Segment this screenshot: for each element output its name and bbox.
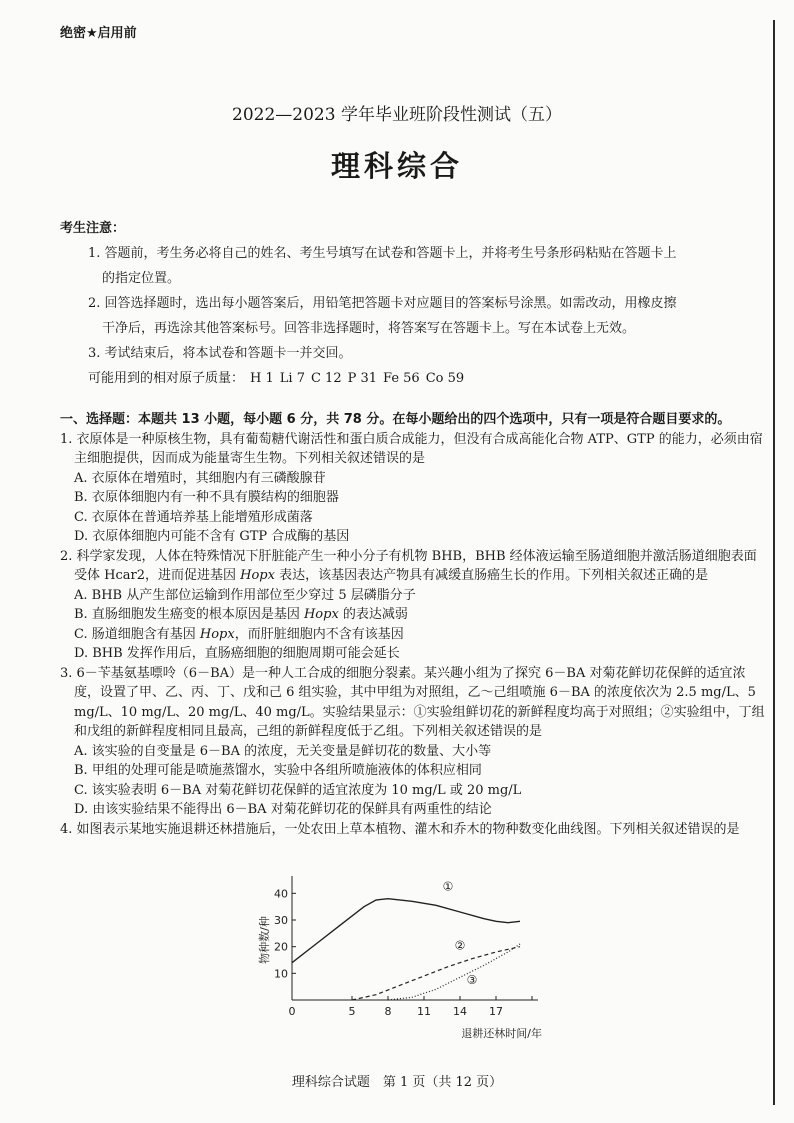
question-2-option-d: D. BHB 发挥作用后，直肠癌细胞的细胞周期可能会延长 [74, 646, 400, 661]
x-tick-label: 8 [384, 1005, 392, 1018]
question-4 [60, 820, 766, 840]
chart-svg [258, 879, 570, 1050]
series-line-3 [388, 944, 520, 1000]
gene-name: Hopx [303, 607, 339, 622]
atomic-h: H 1 [250, 371, 274, 386]
notice-item-1: 1. 答题前，考生务必将自己的姓名、考生号填写在试卷和答题卡上，并将考生号条形码粘贴在答题卡上 [88, 246, 677, 261]
question-2-stem [60, 547, 766, 586]
atomic-masses [60, 366, 760, 391]
question-1 [60, 430, 766, 547]
notice-item-2: 2. 回答选择题时，选出每小题答案后，用铅笔把答题卡对应题目的答案标号涂黑。如需改动，用橡皮擦 [88, 296, 677, 311]
atomic-c: C 12 [310, 371, 342, 386]
question-3-option-b: B. 甲组的处理可能是喷施蒸馏水，实验中各组所喷施液体的体积应相同 [74, 763, 482, 778]
series-line-1 [292, 899, 520, 963]
question-2-option-a: A. BHB 从产生部位运输到作用部位至少穿过 5 层磷脂分子 [74, 587, 416, 603]
question-1-option-a: A. 衣原体在增殖时，其细胞内有三磷酸腺苷 [74, 470, 326, 486]
question-3-option-d: D. 由该实验结果不能得出 6－BA 对菊花鲜切花的保鲜具有两重性的结论 [74, 802, 492, 817]
exam-notice [60, 216, 760, 391]
question-4-stem: 4. 如图表示某地实施退耕还林措施后，一处农田上草本植物、灌木和乔木的物种数变化曲线图。下列相关叙述错误的是 [60, 821, 740, 837]
atomic-fe: Fe 56 [383, 371, 420, 386]
question-2-option-b-pre: B. 直肠细胞发生癌变的根本原因是基因 [74, 607, 304, 622]
x-axis-label: 退耕还林时间/年 [461, 1027, 542, 1040]
question-1-option-b: B. 衣原体细胞内有一种不具有膜结构的细胞器 [74, 490, 339, 505]
y-axis-label: 物种数/种 [258, 916, 271, 964]
atomic-label: 可能用到的相对原子质量： [88, 371, 245, 386]
x-tick-label: 14 [453, 1005, 467, 1018]
confidential-mark: 绝密★启用前 [60, 26, 137, 41]
y-tick-label: 10 [274, 967, 288, 981]
question-1-option-d: D. 衣原体细胞内可能不含有 GTP 合成酶的基因 [74, 529, 350, 544]
series-label-2: ③ [466, 973, 478, 987]
exam-title: 2022—2023 学年毕业班阶段性测试（五） [232, 105, 562, 125]
x-tick-label: 11 [417, 1005, 431, 1018]
gene-name: Hopx [199, 626, 235, 642]
question-2-stem-b: 表达，该基因表达产物具有减缓直肠癌生长的作用。下列相关叙述正确的是 [274, 568, 709, 583]
subject-title: 理科综合 [330, 149, 463, 183]
question-1-option-c: C. 衣原体在普通培养基上能增殖形成菌落 [74, 509, 313, 525]
section-heading: 一、选择题：本题共 13 小题，每小题 6 分，共 78 分。在每小题给出的四个选项中，只有一项是符合题目要求的。 [60, 412, 731, 427]
series-label-1: ① [442, 879, 454, 894]
notice-item-3: 3. 考试结束后，将本试卷和答题卡一并交回。 [88, 346, 352, 361]
y-tick-label: 20 [274, 940, 288, 954]
page-footer: 理科综合试题 第 1 页（共 12 页） [291, 1075, 503, 1090]
notice-item-2-cont: 干净后，再选涂其他答案标号。回答非选择题时，将答案写在答题卡上。写在本试卷上无效。 [102, 321, 636, 336]
y-tick-label: 30 [274, 914, 288, 927]
question-2-option-b-post: 的表达减弱 [338, 607, 408, 622]
question-2-option-b [60, 605, 766, 625]
atomic-li: Li 7 [279, 371, 305, 386]
y-tick-label: 40 [274, 887, 288, 901]
question-2-option-c [60, 625, 766, 645]
question-2-option-c-pre: C. 肠道细胞含有基因 [74, 626, 200, 642]
x-tick-label: 17 [489, 1005, 503, 1018]
multiple-choice-section [60, 410, 766, 839]
x-tick-label: 5 [348, 1005, 356, 1018]
series-line-2 [352, 947, 520, 1000]
notice-item-1-cont: 的指定位置。 [102, 271, 181, 286]
question-1-stem: 1. 衣原体是一种原核生物，具有葡萄糖代谢活性和蛋白质合成能力，但没有合成高能化合物 ATP、GTP 的能力，必须由宿主细胞提供，因而成为能量寄生生物。下列相关叙述错误的是 [60, 431, 763, 466]
species-count-chart [258, 879, 570, 1050]
question-3 [60, 664, 766, 820]
series-label-3: ② [454, 938, 466, 953]
question-3-option-c: C. 该实验表明 6－BA 对菊花鲜切花保鲜的适宜浓度为 10 mg/L 或 20 mg/L [74, 782, 522, 798]
atomic-p: P 31 [347, 371, 378, 386]
question-3-stem: 3. 6－苄基氨基嘌呤（6－BA）是一种人工合成的细胞分裂素。某兴趣小组为了探究 6－BA 对菊花鲜切花保鲜的适宜浓度，设置了甲、乙、丙、丁、戊和己 6 组实验，其中甲组为对照组，乙～己组喷施 6－BA 的浓度依次为 2.5 mg/L、5 mg/L、10 mg/L、20 mg/L、40 mg/L。实验结果显示：①实验组鲜切花的新鲜程度均高于对照组；②实验组中，丁组和戊组的新鲜程度相同且最高，己组的新鲜程度低于乙组。下列相关叙述错误的是 [60, 665, 765, 739]
notice-title: 考生注意： [60, 221, 126, 236]
question-2-option-c-post: ，而肝脏细胞内不含有该基因 [234, 626, 404, 642]
gene-name: Hopx [240, 568, 275, 583]
x-tick-label: 0 [288, 1005, 296, 1018]
question-2 [60, 547, 766, 664]
atomic-co: Co 59 [425, 371, 465, 386]
question-3-option-a: A. 该实验的自变量是 6－BA 的浓度，无关变量是鲜切花的数量、大小等 [74, 743, 492, 759]
question-2-stem-a: 2. 科学家发现，人体在特殊情况下肝脏能产生一种小分子有机物 BHB，BHB 经体液运输至肠道细胞并激活肠道细胞表面受体 Hcar2，进而促进基因 [60, 548, 757, 583]
